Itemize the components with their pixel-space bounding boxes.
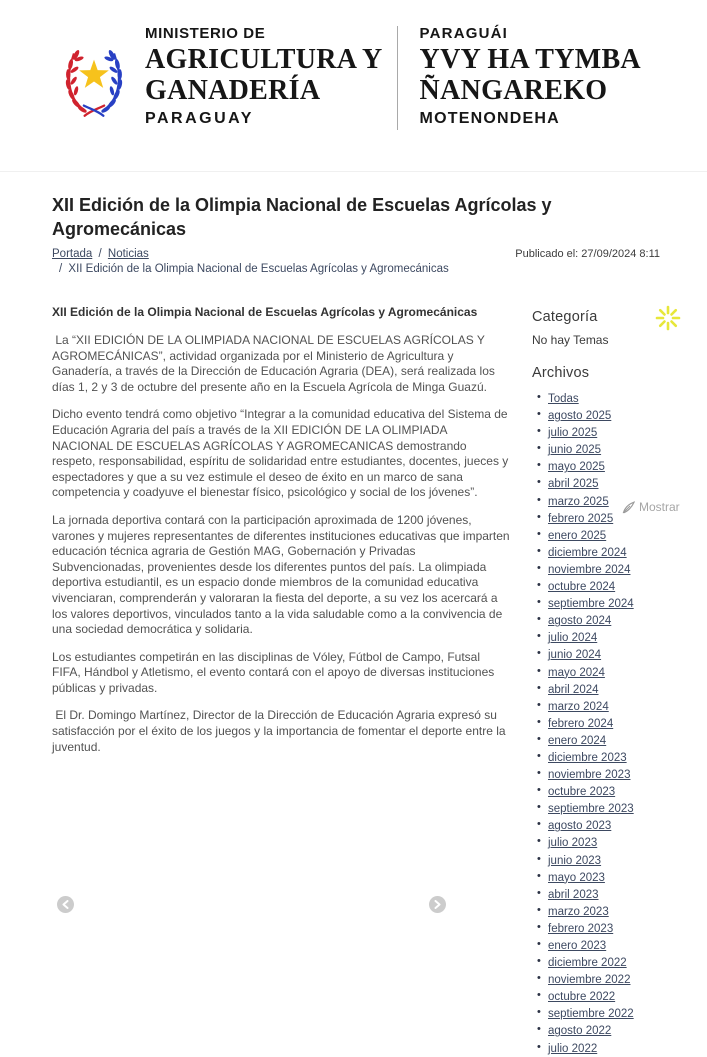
archives-list — [532, 390, 660, 1057]
archive-list-item — [548, 390, 660, 407]
archive-link[interactable]: febrero 2025 — [548, 512, 614, 525]
archive-list-item — [548, 886, 660, 903]
archive-list-item — [548, 424, 660, 441]
archive-list-item — [548, 698, 660, 715]
guarani-line-4: MOTENONDEHA — [419, 110, 560, 127]
article-paragraph: La jornada deportiva contará con la participación aproximada de 1200 jóvenes, varones y mujeres representantes de diferentes instituciones educativas que imparten educación técnica agraria de Gestión MAG, Gobernación y Privadas Subvencionadas, provenientes desde los diferentes puntos del país. La olimpiada deportiva estudiantil, es un espacio donde miembros de la comunidad educativa vivenciaran, comprenderán y valoraran la fiesta del deporte, a su vez los acercará a los valores deportivos, vinculados tanto a la vida saludable como a la convivencia de una sociedad democrática y solidaria. — [52, 512, 513, 637]
archive-link[interactable]: septiembre 2024 — [548, 598, 634, 611]
archive-list-item — [548, 407, 660, 424]
archive-link[interactable]: septiembre 2022 — [548, 1008, 634, 1021]
star-icon — [79, 60, 109, 88]
archive-list-item — [548, 920, 660, 937]
archive-link[interactable]: julio 2023 — [548, 837, 598, 850]
article-body — [52, 305, 513, 1057]
breadcrumb-noticias-link[interactable]: Noticias — [107, 248, 149, 260]
archive-link[interactable]: julio 2025 — [548, 427, 598, 440]
archive-link[interactable]: marzo 2024 — [548, 700, 609, 713]
mostrar-tooltip — [619, 499, 683, 515]
archive-link[interactable]: enero 2023 — [548, 940, 607, 952]
archive-list-item — [548, 715, 660, 732]
archive-link[interactable]: octubre 2022 — [548, 991, 616, 1004]
archive-list-item — [548, 629, 660, 646]
archive-list-item — [548, 664, 660, 681]
archive-link[interactable]: marzo 2023 — [548, 905, 609, 918]
article-paragraph: El Dr. Domingo Martínez, Director de la Dirección de Educación Agraria expresó su satisfacción por el éxito de los juegos y la importancia de fomentar el deporte entre la juventud. — [52, 708, 509, 754]
ministry-line-1: MINISTERIO DE — [145, 25, 266, 42]
archive-list-item — [548, 766, 660, 783]
archive-link[interactable]: febrero 2023 — [548, 922, 614, 935]
archive-link[interactable]: febrero 2024 — [548, 717, 614, 730]
archive-list-item — [548, 1022, 660, 1039]
category-title: Categoría — [532, 309, 598, 325]
ministry-line-3: GANADERÍA — [145, 75, 321, 106]
archive-list-item — [548, 578, 660, 595]
archive-link[interactable]: enero 2024 — [548, 734, 607, 747]
chevron-right-icon — [434, 900, 441, 909]
archive-link[interactable]: noviembre 2023 — [548, 769, 631, 782]
feather-icon — [622, 501, 635, 514]
carousel-prev-button[interactable] — [57, 896, 74, 913]
archive-list-item — [548, 852, 660, 869]
breadcrumb — [52, 247, 492, 277]
archive-list-item — [548, 681, 660, 698]
archive-list-item — [548, 561, 660, 578]
guarani-line-1: PARAGUÁI — [419, 25, 509, 42]
archive-list-item — [548, 817, 660, 834]
archive-link[interactable]: julio 2022 — [548, 1042, 598, 1055]
archive-link[interactable]: agosto 2025 — [548, 410, 612, 423]
ministry-wordmark — [145, 24, 383, 132]
archive-list-item — [548, 1040, 660, 1057]
archive-link[interactable]: mayo 2024 — [548, 666, 605, 679]
archive-link[interactable]: agosto 2024 — [548, 615, 612, 628]
archive-link[interactable]: mayo 2023 — [548, 871, 605, 884]
archive-list-item — [548, 988, 660, 1005]
archive-link[interactable]: enero 2025 — [548, 529, 607, 542]
article-heading: XII Edición de la Olimpia Nacional de Escuelas Agrícolas y Agromecánicas — [52, 305, 478, 319]
sidebar — [532, 305, 660, 1057]
archive-list-item — [548, 971, 660, 988]
archive-list-item — [548, 937, 660, 954]
breadcrumb-separator: / — [98, 248, 102, 260]
archive-list-item — [548, 527, 660, 544]
archive-list-item — [548, 834, 660, 851]
archive-link[interactable]: marzo 2025 — [548, 495, 609, 508]
archive-link[interactable]: abril 2024 — [548, 683, 599, 696]
archive-link[interactable]: agosto 2023 — [548, 820, 612, 833]
archive-link[interactable]: diciembre 2024 — [548, 546, 627, 559]
category-empty-text: No hay Temas — [532, 333, 609, 347]
archive-list-item — [548, 732, 660, 749]
breadcrumb-portada-link[interactable]: Portada — [52, 248, 93, 260]
archive-link[interactable]: junio 2023 — [548, 854, 602, 867]
carousel-next-button[interactable] — [429, 896, 446, 913]
archive-list-item — [548, 954, 660, 971]
breadcrumb-current: XII Edición de la Olimpia Nacional de Escuelas Agrícolas y Agromecánicas — [68, 263, 449, 275]
archive-list-item — [548, 544, 660, 561]
archive-list-item — [548, 749, 660, 766]
archive-list-item — [548, 783, 660, 800]
article-paragraph: Los estudiantes competirán en las disciplinas de Vóley, Fútbol de Campo, Futsal FIFA, Hándbol y Atletismo, el evento contará con el apoyo de diversas instituciones públicas y privadas. — [52, 649, 498, 695]
article-paragraph: La “XII EDICIÓN DE LA OLIMPIADA NACIONAL DE ESCUELAS AGRÍCOLAS Y AGROMECÁNICAS”, actividad organizada por el Ministerio de Agricultura y Ganadería, a través de la Dirección de Educación Agraria (DEA), será realizada los días 1, 2 y 3 de octubre del presente año en la Escuela Agrícola de Minga Guazú. — [52, 333, 499, 394]
archive-link[interactable]: junio 2024 — [548, 649, 602, 662]
archive-link[interactable]: julio 2024 — [548, 632, 598, 645]
archive-list-item — [548, 646, 660, 663]
archive-link[interactable]: octubre 2024 — [548, 581, 616, 594]
mostrar-label: Mostrar — [639, 500, 680, 514]
page-title: XII Edición de la Olimpia Nacional de Escuelas Agrícolas y Agromecánicas — [52, 195, 552, 239]
archive-list-item — [548, 1005, 660, 1022]
guarani-line-2: YVY HA TYMBA — [419, 44, 641, 75]
archive-list-item — [548, 475, 660, 492]
archive-link[interactable]: mayo 2025 — [548, 461, 605, 474]
archive-link[interactable]: noviembre 2022 — [548, 974, 631, 987]
site-header — [0, 0, 707, 172]
archive-list-item — [548, 903, 660, 920]
header-vertical-divider — [397, 26, 398, 130]
archive-list-item — [548, 869, 660, 886]
archive-link[interactable]: abril 2023 — [548, 888, 599, 901]
archive-list-item — [548, 595, 660, 612]
archive-link[interactable]: diciembre 2023 — [548, 751, 627, 764]
ministry-line-4: PARAGUAY — [145, 110, 254, 127]
archives-title: Archivos — [532, 365, 590, 381]
archive-link[interactable]: abril 2025 — [548, 478, 599, 491]
guarani-line-3: ÑANGAREKO — [419, 75, 608, 106]
breadcrumb-separator: / — [59, 263, 63, 275]
archive-link[interactable]: junio 2025 — [548, 444, 602, 457]
archive-link[interactable]: agosto 2022 — [548, 1025, 612, 1038]
archive-list-item — [548, 458, 660, 475]
published-date: Publicado el: 27/09/2024 8:11 — [515, 248, 660, 260]
archive-link[interactable]: Todas — [548, 393, 579, 405]
chevron-left-icon — [62, 900, 69, 909]
archive-link[interactable]: octubre 2023 — [548, 786, 616, 799]
ministry-line-2: AGRICULTURA Y — [145, 44, 383, 75]
archive-link[interactable]: septiembre 2023 — [548, 803, 634, 816]
archive-link[interactable]: noviembre 2024 — [548, 563, 631, 576]
article-paragraph: Dicho evento tendrá como objetivo “Integrar a la comunidad educativa del Sistema de Educación Agraria del país a través de la XII EDICIÓN DE LA OLIMPIADA NACIONAL DE ESCUELAS AGRÍCOLAS Y AGROMECANICAS demostrando respeto, responsabilidad, espíritu de solidaridad entre estudiantes, docentes, jueces y espectadores y que a su vez estimule el deseo de éxito en un marco de sana competencia y coadyuve el bienestar físico, psicológico y social de los jóvenes”. — [52, 407, 512, 500]
archive-list-item — [548, 612, 660, 629]
paraguay-emblem-icon[interactable] — [55, 32, 133, 125]
loading-asterisk-icon — [654, 304, 682, 332]
archive-list-item — [548, 800, 660, 817]
archive-link[interactable]: diciembre 2022 — [548, 957, 627, 970]
guarani-wordmark — [420, 24, 641, 132]
archive-list-item — [548, 441, 660, 458]
